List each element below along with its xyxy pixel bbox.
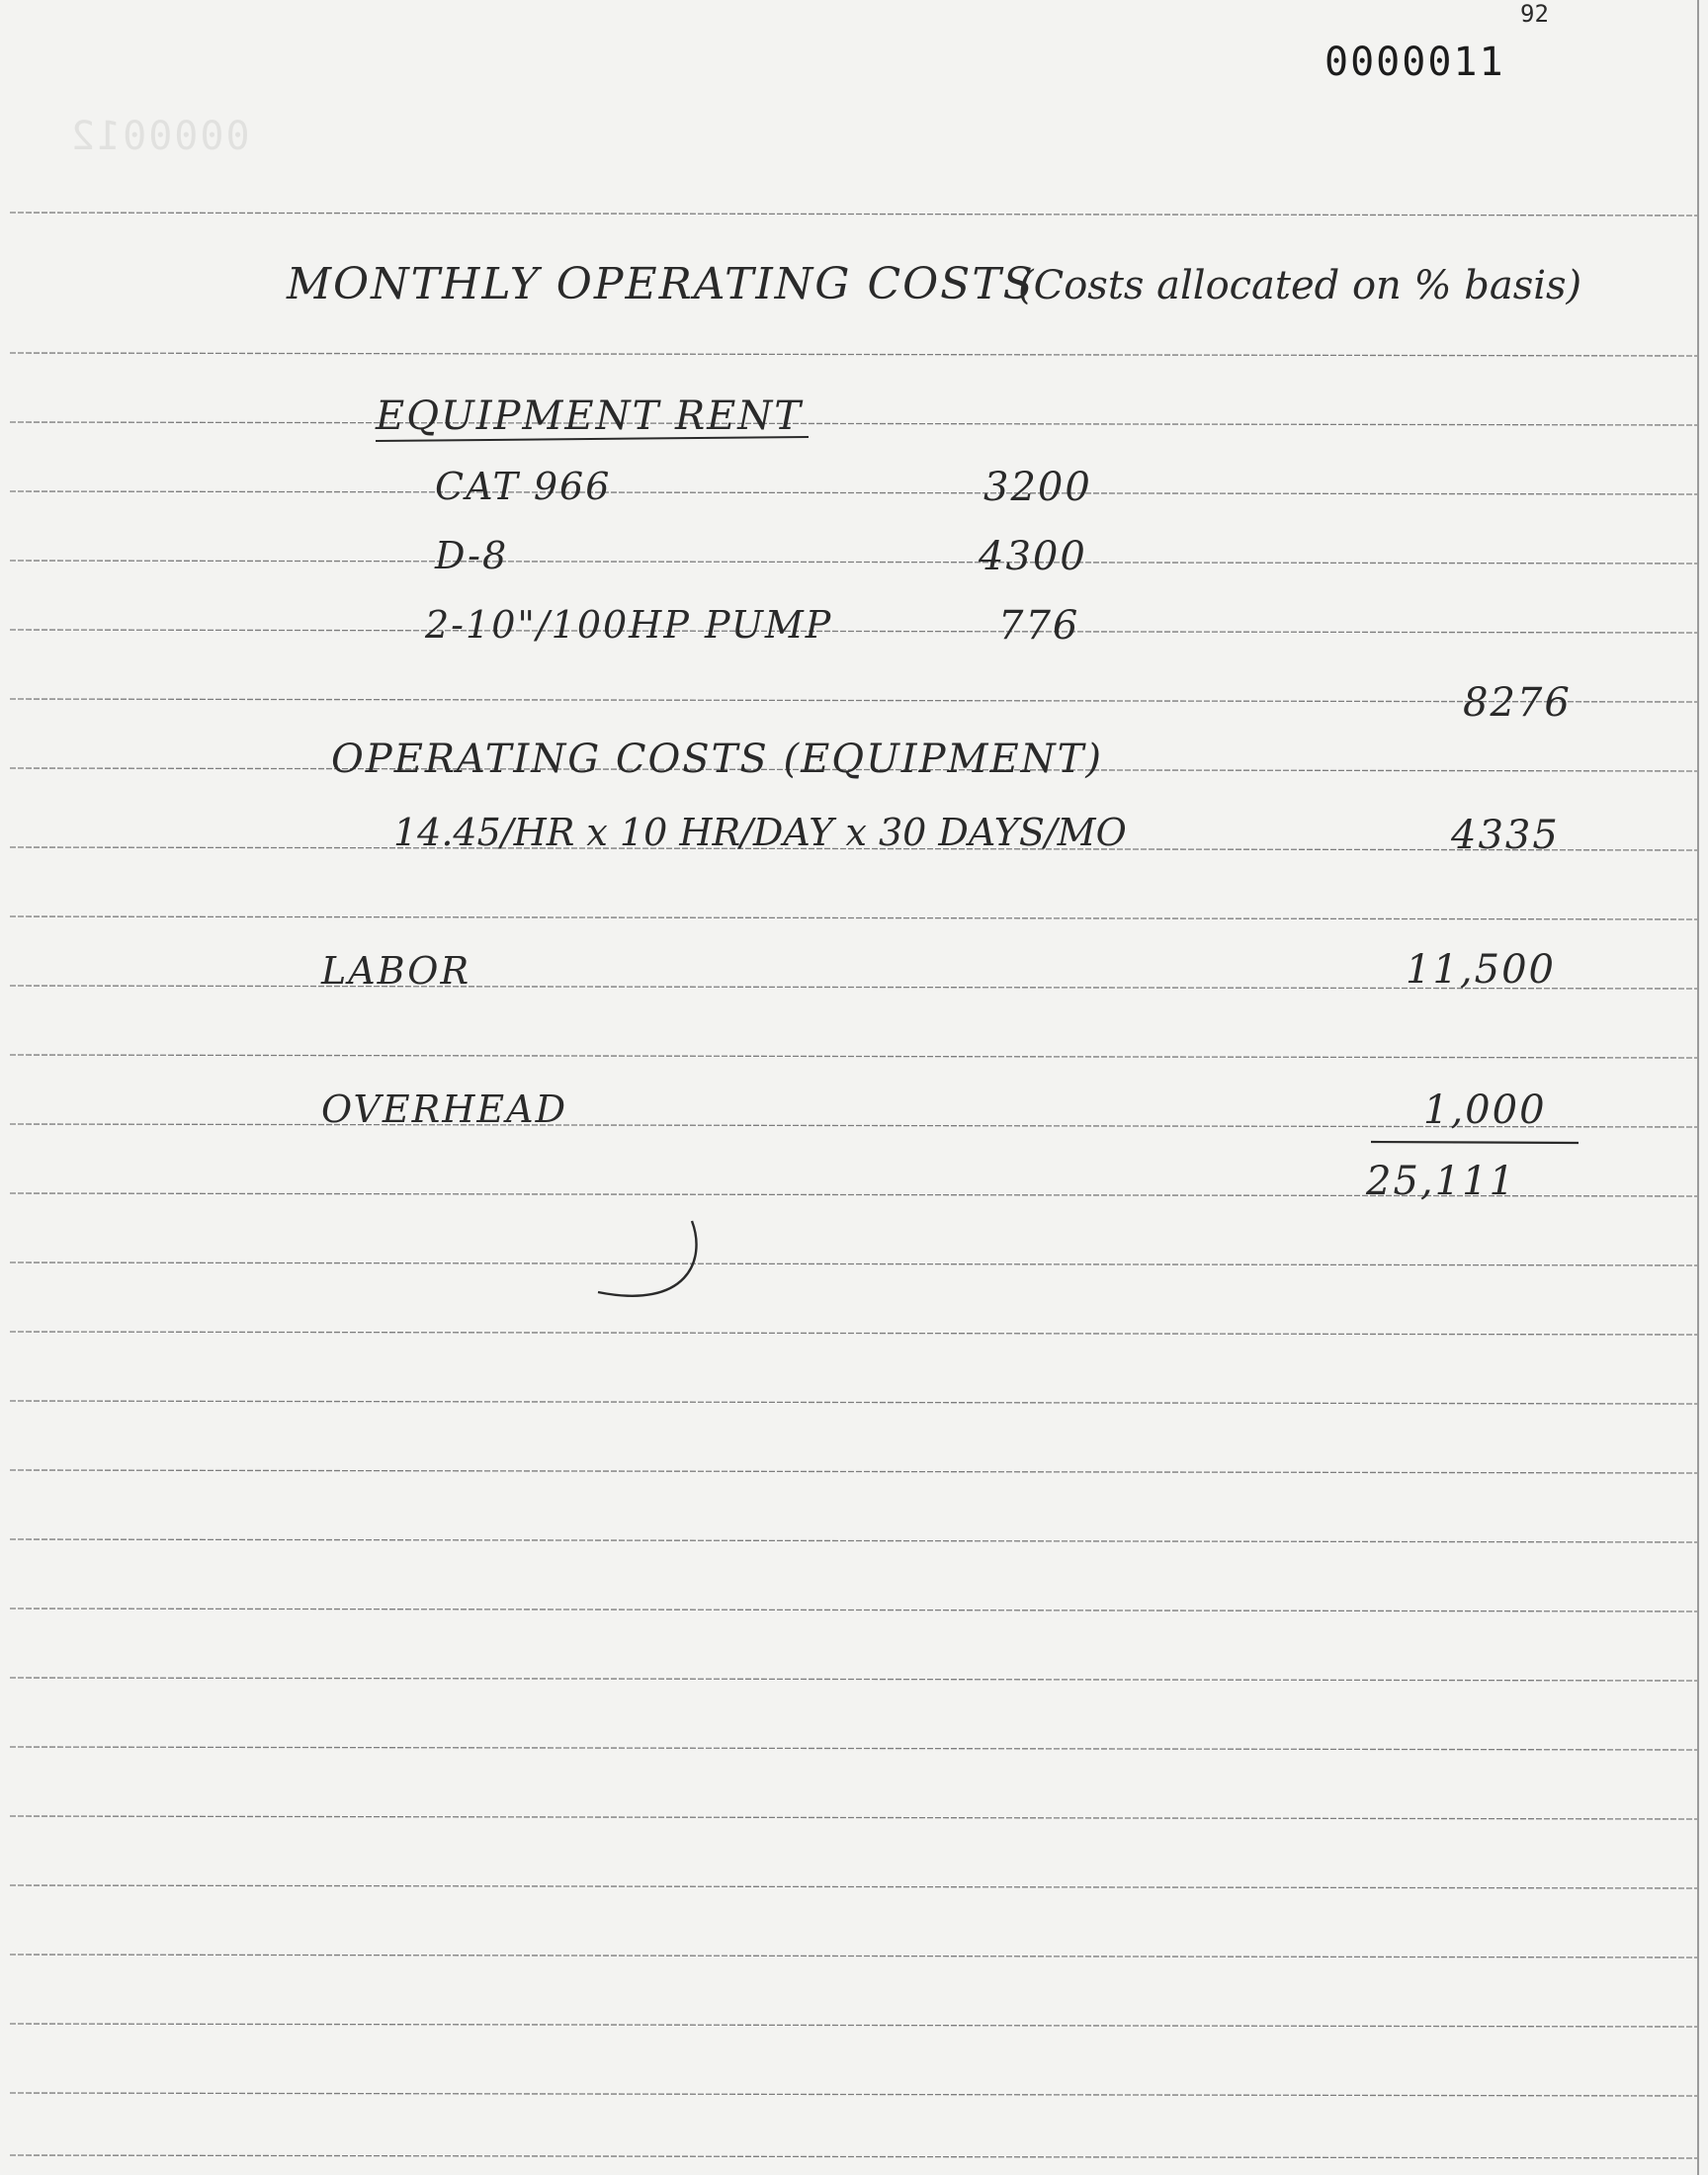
equipment-item-amount: 3200	[983, 465, 1092, 510]
equipment-rent-subtotal: 8276	[1463, 680, 1572, 726]
page-title: MONTHLY OPERATING COSTS	[287, 259, 1035, 309]
equipment-item-amount: 4300	[979, 534, 1087, 579]
labor-label: LABOR	[321, 949, 471, 993]
equipment-item-label: D-8	[435, 534, 509, 577]
corner-annotation: 92	[1520, 0, 1549, 28]
equipment-item-amount: 776	[998, 603, 1080, 649]
title-note: (Costs allocated on % basis)	[1018, 263, 1582, 308]
overhead-amount: 1,000	[1423, 1088, 1547, 1133]
equipment-rent-heading: EQUIPMENT RENT	[376, 393, 803, 439]
operating-costs-formula: 14.45/HR x 10 HR/DAY x 30 DAYS/MO	[393, 811, 1127, 854]
pen-stroke-mark	[588, 1211, 717, 1330]
bleed-through-number: 0000012	[69, 114, 250, 159]
grand-total: 25,111	[1366, 1159, 1516, 1204]
document-number-stamp: 0000011	[1324, 40, 1505, 85]
operating-costs-amount: 4335	[1451, 813, 1560, 858]
overhead-label: OVERHEAD	[321, 1088, 568, 1131]
labor-amount: 11,500	[1406, 947, 1556, 993]
heading-underline	[374, 433, 818, 445]
equipment-item-label: CAT 966	[435, 465, 612, 508]
operating-costs-heading: OPERATING COSTS (EQUIPMENT)	[331, 737, 1103, 782]
equipment-item-label: 2-10"/100HP PUMP	[425, 603, 833, 647]
total-rule	[1369, 1137, 1586, 1147]
